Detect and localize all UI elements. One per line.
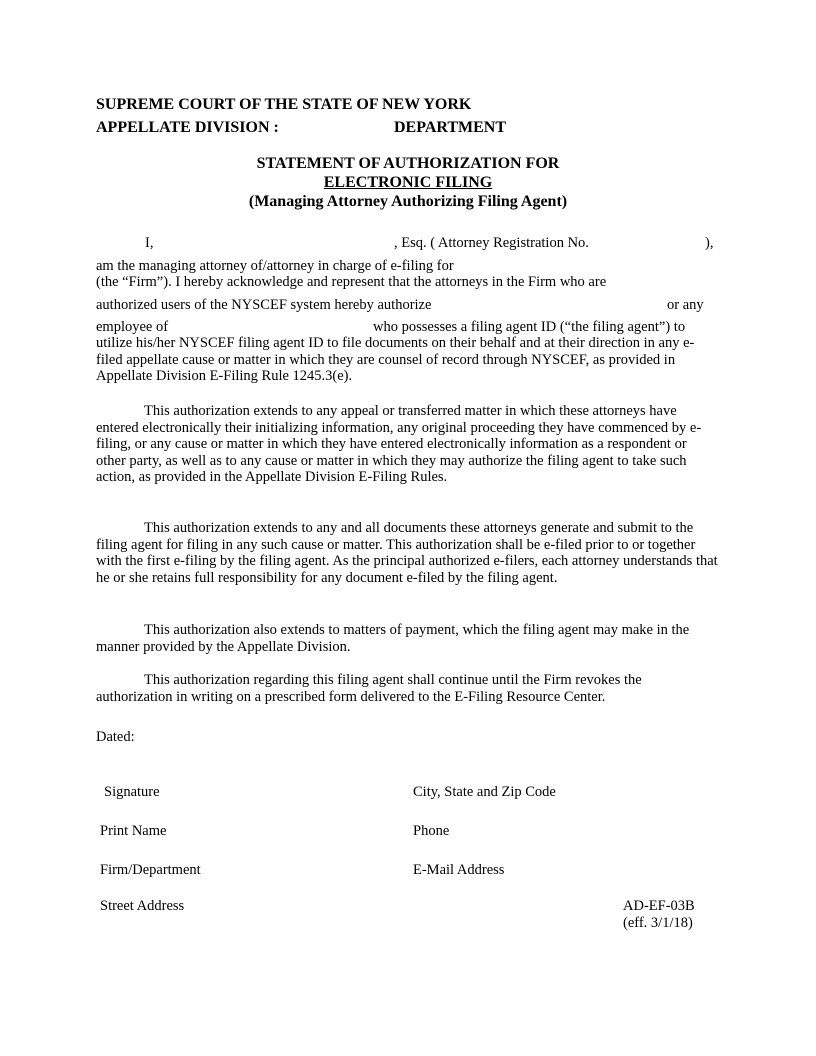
dated-label: Dated:	[96, 729, 135, 745]
paragraph-appeal-scope-text: This authorization extends to any appeal or transferred matter in which these attorneys have entered electronically their initializing information, any original proceeding they have commenced by e-filing, or any cause or matter in which they have entered electronically information as a respondent or other party, as well as to any cause or matter in which they may authorize the filing agent to take such action, as provided in the Appellate Division E-Filing Rules.	[96, 403, 702, 485]
paragraph-payment-scope-text: This authorization also extends to matters of payment, which the filing agent may make in the manner provided by the Appellate Division.	[96, 622, 690, 655]
city-state-zip-label: City, State and Zip Code	[413, 784, 556, 800]
intro-line5a: employee of	[96, 319, 169, 335]
form-title-line3: (Managing Attorney Authorizing Filing Agent)	[248, 193, 568, 210]
print-name-label: Print Name	[100, 823, 167, 839]
intro-line2: am the managing attorney of/attorney in charge of e-filing for	[96, 258, 454, 274]
paragraph-payment-scope	[96, 622, 718, 655]
intro-esq-registration: , Esq. ( Attorney Registration No.	[394, 235, 589, 251]
firm-department-label: Firm/Department	[100, 862, 201, 878]
paragraph-appeal-scope	[96, 403, 718, 486]
intro-rest: utilize his/her NYSCEF filing agent ID to file documents on their behalf and at their direction in any e-filed appellate cause or matter in which they are counsel of record through NYSCEF, as provided in Appellate Division E-Filing Rule 1245.3(e).	[96, 335, 695, 384]
intro-line4a: authorized users of the NYSCEF system hereby authorize	[96, 297, 432, 313]
form-title-line1: STATEMENT OF AUTHORIZATION FOR	[256, 155, 560, 172]
department-label: DEPARTMENT	[394, 119, 507, 136]
appellate-division-label: APPELLATE DIVISION :	[96, 119, 279, 136]
intro-line5b: who possesses a filing agent ID (“the filing agent”) to	[373, 319, 686, 335]
phone-label: Phone	[413, 823, 450, 839]
form-code: AD-EF-03B	[623, 898, 695, 914]
email-label: E-Mail Address	[413, 862, 505, 878]
paragraph-duration	[96, 672, 718, 705]
street-address-label: Street Address	[100, 898, 185, 914]
form-effective-date: (eff. 3/1/18)	[623, 915, 693, 931]
intro-close: ),	[705, 235, 714, 251]
paragraph-documents-scope	[96, 520, 718, 586]
paragraph-documents-scope-text: This authorization extends to any and all documents these attorneys generate and submit to the filing agent for filing in any such cause or matter. This authorization shall be e-filed prior to or together with the first e-filing by the filing agent. As the principal authorized e-filers, each attorney understands that he or she retains full responsibility for any document e-filed by the filing agent.	[96, 520, 718, 586]
intro-i: I,	[145, 235, 154, 251]
intro-line4b: or any	[667, 297, 704, 313]
court-name: SUPREME COURT OF THE STATE OF NEW YORK	[96, 96, 472, 113]
intro-line3: (the “Firm”). I hereby acknowledge and represent that the attorneys in the Firm who are	[96, 274, 607, 290]
signature-label: Signature	[104, 784, 160, 800]
form-title-line2: ELECTRONIC FILING	[323, 174, 493, 191]
paragraph-duration-text: This authorization regarding this filing agent shall continue until the Firm revokes the authorization in writing on a prescribed form delivered to the E-Filing Resource Center.	[96, 672, 642, 705]
